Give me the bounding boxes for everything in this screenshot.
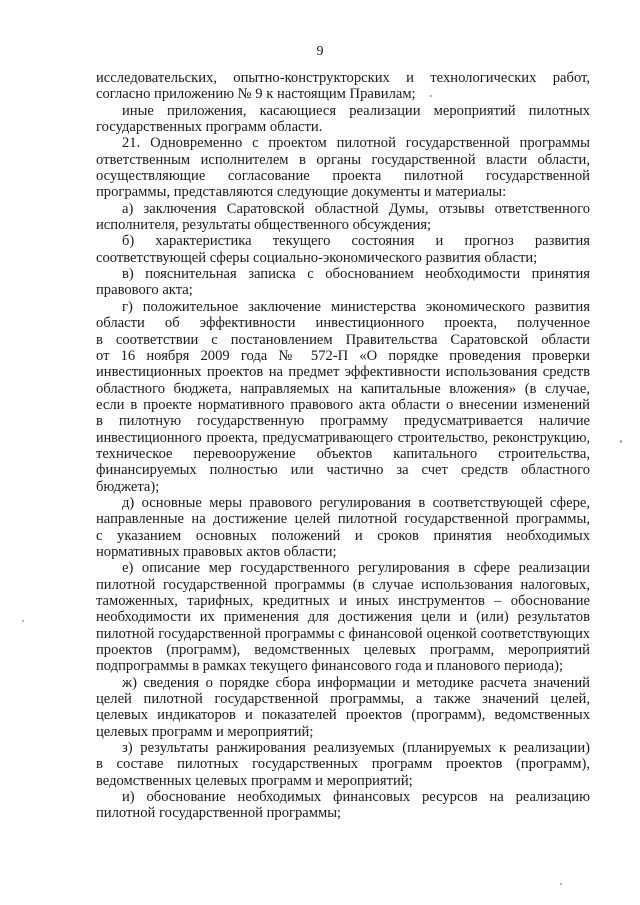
text-line: направленные на достижение целей пилотной государственной программы,	[96, 511, 590, 528]
text-line: областного бюджета, направляемых на капитальные вложения» (в случае,	[96, 380, 590, 397]
scan-speck	[620, 440, 622, 443]
text-line: 21. Одновременно с проектом пилотной государственной программы	[122, 135, 590, 152]
text-line: подпрограммы в рамках текущего финансового года и планового периода);	[96, 658, 564, 675]
text-line: в соответствии с постановлением Правительства Саратовской области	[96, 331, 590, 348]
text-line: согласно приложению № 9 к настоящим Правилам;	[96, 86, 416, 103]
paragraph	[96, 495, 590, 560]
paragraph	[96, 740, 590, 789]
text-line: если в проекте нормативного правового акта области о внесении изменений	[96, 396, 590, 413]
text-line: з) результаты ранжирования реализуемых (планируемых к реализации)	[122, 740, 590, 757]
paragraph	[96, 103, 590, 136]
paragraph	[96, 789, 590, 822]
text-line: правового акта;	[96, 282, 193, 299]
text-line: области об эффективности инвестиционного проекта, полученное	[96, 315, 590, 332]
text-line: г) положительное заключение министерства экономического развития	[122, 298, 590, 315]
text-line: целевых программ и мероприятий;	[96, 723, 314, 740]
text-line: таможенных, тарифных, кредитных и иных инструментов – обоснование	[96, 593, 590, 609]
text-line: с указанием основных положений и сроков принятия необходимых	[96, 527, 590, 544]
text-line: иные приложения, касающиеся реализации мероприятий пилотных	[122, 102, 590, 119]
text-line: исследовательских, опытно-конструкторских и технологических работ,	[96, 70, 590, 86]
paragraph	[96, 560, 590, 674]
page-number: 9	[316, 44, 324, 59]
text-line: пилотной государственной программы с финансовой оценкой соответствующих	[96, 625, 590, 642]
text-line: ж) сведения о порядке сбора информации и методике расчета значений	[122, 674, 590, 691]
text-line: целевых индикаторов и показателей проектов (программ), ведомственных	[96, 707, 590, 724]
text-line: финансируемых полностью или частично за счет средств областного	[96, 462, 590, 479]
scan-speck	[560, 883, 562, 885]
text-line: бюджета);	[96, 478, 160, 495]
text-line: в пилотную государственную программу предусматривается наличие	[96, 413, 590, 430]
text-line: от 16 ноября 2009 года № 572-П «О порядке проведения проверки	[96, 347, 590, 364]
text-line: техническое перевооружение объектов капитального строительства,	[96, 445, 590, 462]
text-line: необходимости их применения для достижения цели и (или) результатов	[96, 609, 590, 626]
paragraph	[96, 299, 590, 495]
text-line: ведомственных целевых программ и мероприятий;	[96, 772, 413, 789]
text-line: осуществляющие согласование проекта пилотной государственной	[96, 168, 590, 185]
text-line: инвестиционного проекта, предусматривающего строительство, реконструкцию,	[96, 429, 590, 446]
text-line: нормативных правовых актов области;	[96, 543, 337, 560]
paragraph	[96, 266, 590, 299]
paragraph	[96, 70, 590, 103]
document-body	[96, 70, 590, 822]
text-line: а) заключения Саратовской областной Думы, отзывы ответственного	[122, 200, 590, 217]
text-line: проектов (программ), ведомственных целевых программ, мероприятий	[96, 642, 590, 659]
paragraph	[96, 675, 590, 740]
text-line: в) пояснительная записка с обоснованием необходимости принятия	[122, 266, 590, 283]
text-line: в составе пилотных государственных программ проектов (программ),	[96, 756, 590, 773]
text-line: программы, представляются следующие документы и материалы:	[96, 184, 507, 201]
text-line: ответственным исполнителем в органы государственной власти области,	[96, 151, 590, 168]
text-line: е) описание мер государственного регулирования в сфере реализации	[122, 560, 590, 577]
scan-speck	[22, 620, 24, 622]
paragraph	[96, 135, 590, 200]
text-line: пилотной государственной программы;	[96, 805, 342, 822]
paragraph	[96, 233, 590, 266]
text-line: государственных программ области.	[96, 119, 323, 136]
text-line: и) обоснование необходимых финансовых ресурсов на реализацию	[122, 789, 590, 806]
text-line: инвестиционных проектов на предмет эффективности использования средств	[96, 364, 590, 381]
text-line: б) характеристика текущего состояния и прогноз развития	[122, 233, 590, 250]
text-line: соответствующей сферы социально-экономического развития области;	[96, 249, 538, 266]
text-line: целей пилотной государственной программы, а также значений целей,	[96, 691, 590, 708]
scan-speck	[430, 95, 432, 97]
text-line: исполнителя, результаты общественного обсуждения;	[96, 217, 432, 234]
paragraph	[96, 201, 590, 234]
text-line: д) основные меры правового регулирования в соответствующей сфере,	[122, 494, 590, 511]
text-line: пилотной государственной программы (в случае использования налоговых,	[96, 576, 590, 593]
